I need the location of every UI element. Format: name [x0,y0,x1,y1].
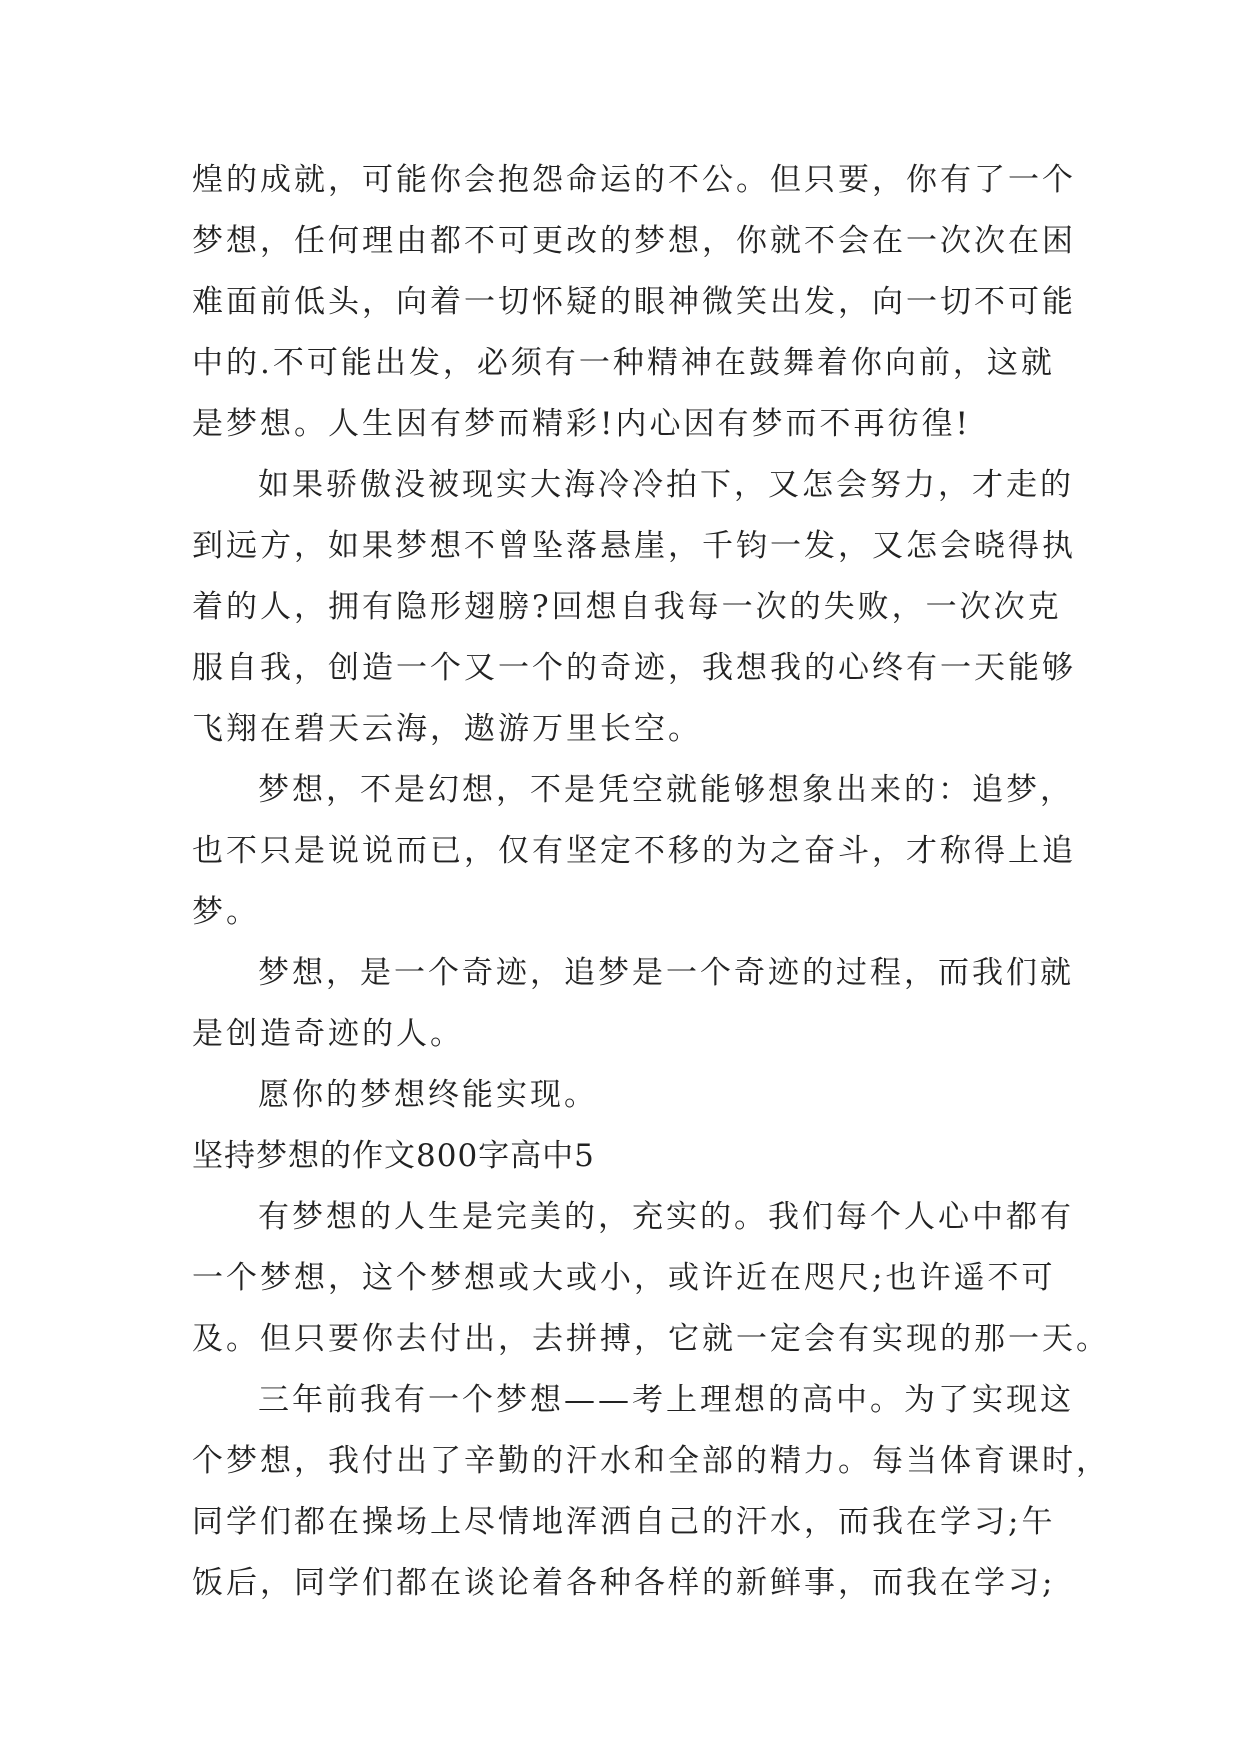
text-line: 个梦想，我付出了辛勤的汗水和全部的精力。每当体育课时， [192,1443,1110,1479]
text-line: 难面前低头，向着一切怀疑的眼神微笑出发，向一切不可能 [192,284,1076,320]
text-line: 梦。 [192,894,260,930]
paragraph [192,1065,1062,1126]
text-line: 及。但只要你去付出，去拼搏，它就一定会有实现的那一天。 [192,1321,1110,1357]
text-line: 也不只是说说而已，仅有坚定不移的为之奋斗，才称得上追 [192,833,1076,869]
text-line: 梦想，是一个奇迹，追梦是一个奇迹的过程，而我们就 [258,955,1074,991]
text-line: 三年前我有一个梦想——考上理想的高中。为了实现这 [258,1382,1074,1418]
text-line: 饭后，同学们都在谈论着各种各样的新鲜事，而我在学习; [192,1565,1056,1601]
paragraph [192,760,1076,943]
text-line: 煌的成就，可能你会抱怨命运的不公。但只要，你有了一个 [192,162,1076,198]
paragraph [192,1370,1110,1614]
document-body [192,150,1110,1614]
text-line: 到远方，如果梦想不曾坠落悬崖，千钧一发，又怎会晓得执 [192,528,1076,564]
text-line: 梦想，任何理由都不可更改的梦想，你就不会在一次次在困 [192,223,1076,259]
text-line: 是创造奇迹的人。 [192,1016,464,1052]
text-line: 中的.不可能出发，必须有一种精神在鼓舞着你向前，这就 [192,345,1055,381]
section-heading [192,1126,1062,1187]
paragraph [192,943,1074,1065]
heading-text: 坚持梦想的作文800字高中5 [192,1138,595,1174]
text-line: 愿你的梦想终能实现。 [258,1077,598,1113]
text-line: 服自我，创造一个又一个的奇迹，我想我的心终有一天能够 [192,650,1076,686]
paragraph [192,455,1076,760]
text-line: 如果骄傲没被现实大海冷冷拍下，又怎会努力，才走的 [258,467,1074,503]
paragraph [192,150,1076,455]
text-line: 梦想，不是幻想，不是凭空就能够想象出来的：追梦， [258,772,1074,808]
paragraph [192,1187,1110,1370]
text-line: 一个梦想，这个梦想或大或小，或许近在咫尺;也许遥不可 [192,1260,1056,1296]
text-line: 着的人，拥有隐形翅膀?回想自我每一次的失败，一次次克 [192,589,1062,625]
text-line: 飞翔在碧天云海，遨游万里长空。 [192,711,702,747]
text-line: 有梦想的人生是完美的，充实的。我们每个人心中都有 [258,1199,1074,1235]
text-line: 同学们都在操场上尽情地浑洒自己的汗水，而我在学习;午 [192,1504,1056,1540]
text-line: 是梦想。人生因有梦而精彩!内心因有梦而不再彷徨! [192,406,971,442]
